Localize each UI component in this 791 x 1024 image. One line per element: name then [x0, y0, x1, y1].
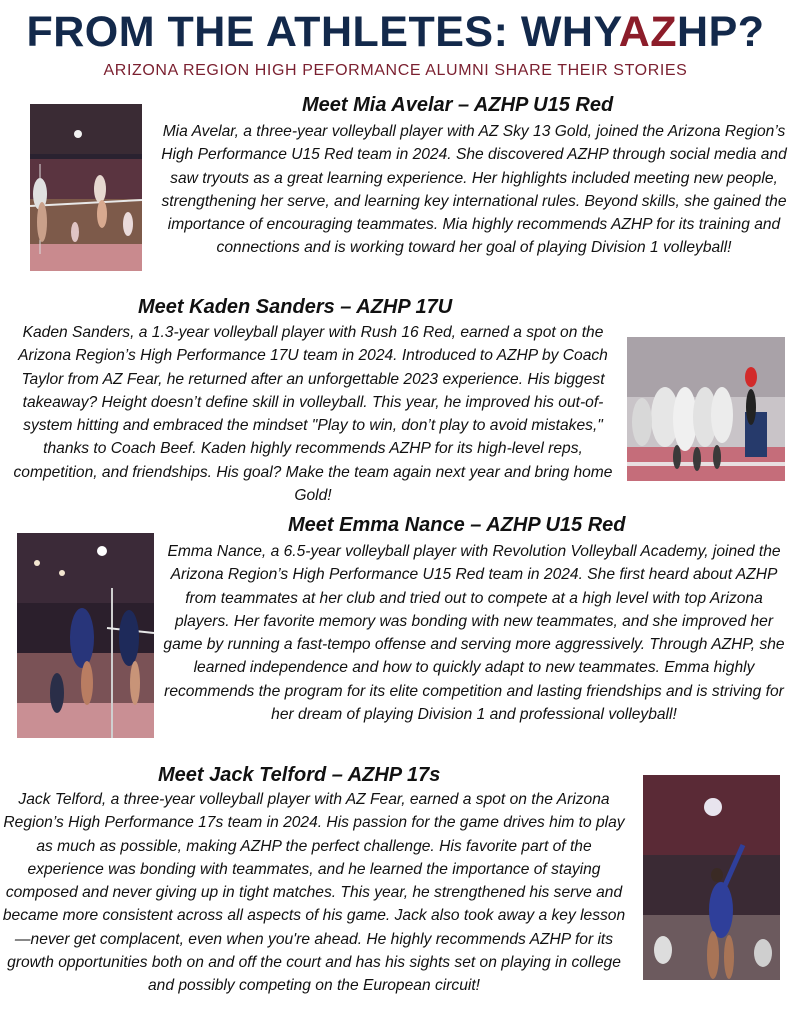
- team-huddle-photo: [627, 337, 785, 481]
- profile-body: Kaden Sanders, a 1.3-year volleyball player with Rush 16 Red, earned a spot on the Arizona Region’s High Performance 17U team in 2024. Introduced to AZHP by Coach Taylor from AZ Fear, he returned after an unforgettable 2023 experience. His biggest takeaway? Height doesn’t define skill in volleyball. This year, he improved his out-of-system hitting and embraced the mindset "Play to win, don’t play to avoid mistakes," thanks to Coach Beef. Kaden highly recommends AZHP for its high-level reps, competition, and friendships. His goal? Make the team again next year and bring home Gold!: [13, 324, 613, 505]
- profile-heading: Meet Mia Avelar – AZHP U15 Red: [302, 94, 614, 116]
- profile-body: Emma Nance, a 6.5-year volleyball player with Revolution Volleyball Academy, joined the Arizona Region’s High Performance U15 Red team in 2024. She first heard about AZHP from teammates at her club and tried out to compete at a high level with top Arizona players. Her favorite memory was bonding with new teammates, and she improved her game by running a fast-tempo offense and serving more aggressively. Through AZHP, she learned independence and how to quickly adapt to new teammates. Emma highly recommends the program for its elite competition and lasting friendships and is striving for her dream of playing Division 1 and professional volleyball!: [163, 543, 785, 724]
- net-block-photo: [17, 533, 154, 738]
- title-main: FROM THE ATHLETES: WHY: [26, 8, 619, 56]
- profile-body: Jack Telford, a three-year volleyball player with AZ Fear, earned a spot on the Arizona Region’s High Performance 17s team in 2024. His passion for the game drives him to play as much as possible, making AZHP the perfect challenge. His favorite part of the experience was bonding with teammates, and he learned the importance of staying composed and never giving up in tight matches. This year, he strengthened his serve and became more consistent across all aspects of his game. Jack also took away a key lesson—never get complacent, even when you're ahead. He highly recommends AZHP for its growth opportunities both on and off the court and has his sights set on playing in college and possibly competing on the European circuit!: [2, 791, 626, 995]
- profile-heading: Meet Jack Telford – AZHP 17s: [158, 764, 441, 786]
- profile-heading: Meet Kaden Sanders – AZHP 17U: [138, 296, 453, 318]
- volleyball-spike-photo: [30, 104, 142, 271]
- profile-heading: Meet Emma Nance – AZHP U15 Red: [288, 514, 626, 536]
- page-subtitle: ARIZONA REGION HIGH PEFORMANCE ALUMNI SHARE THEIR STORIES: [103, 62, 688, 79]
- title-end: HP?: [677, 8, 765, 56]
- profile-body: Mia Avelar, a three-year volleyball player with AZ Sky 13 Gold, joined the Arizona Region’s High Performance U15 Red team in 2024. She discovered AZHP through social media and saw tryouts as a great learning experience. Her highlights included meeting new people, strengthening her serve, and learning key international rules. Beyond skills, she gained the importance of encouraging teammates. Mia highly recommends AZHP for its training and connections and is working toward her goal of playing Division 1 volleyball!: [161, 123, 787, 257]
- serve-photo: [643, 775, 780, 980]
- page-title: [0, 8, 791, 56]
- title-accent: AZ: [618, 8, 678, 56]
